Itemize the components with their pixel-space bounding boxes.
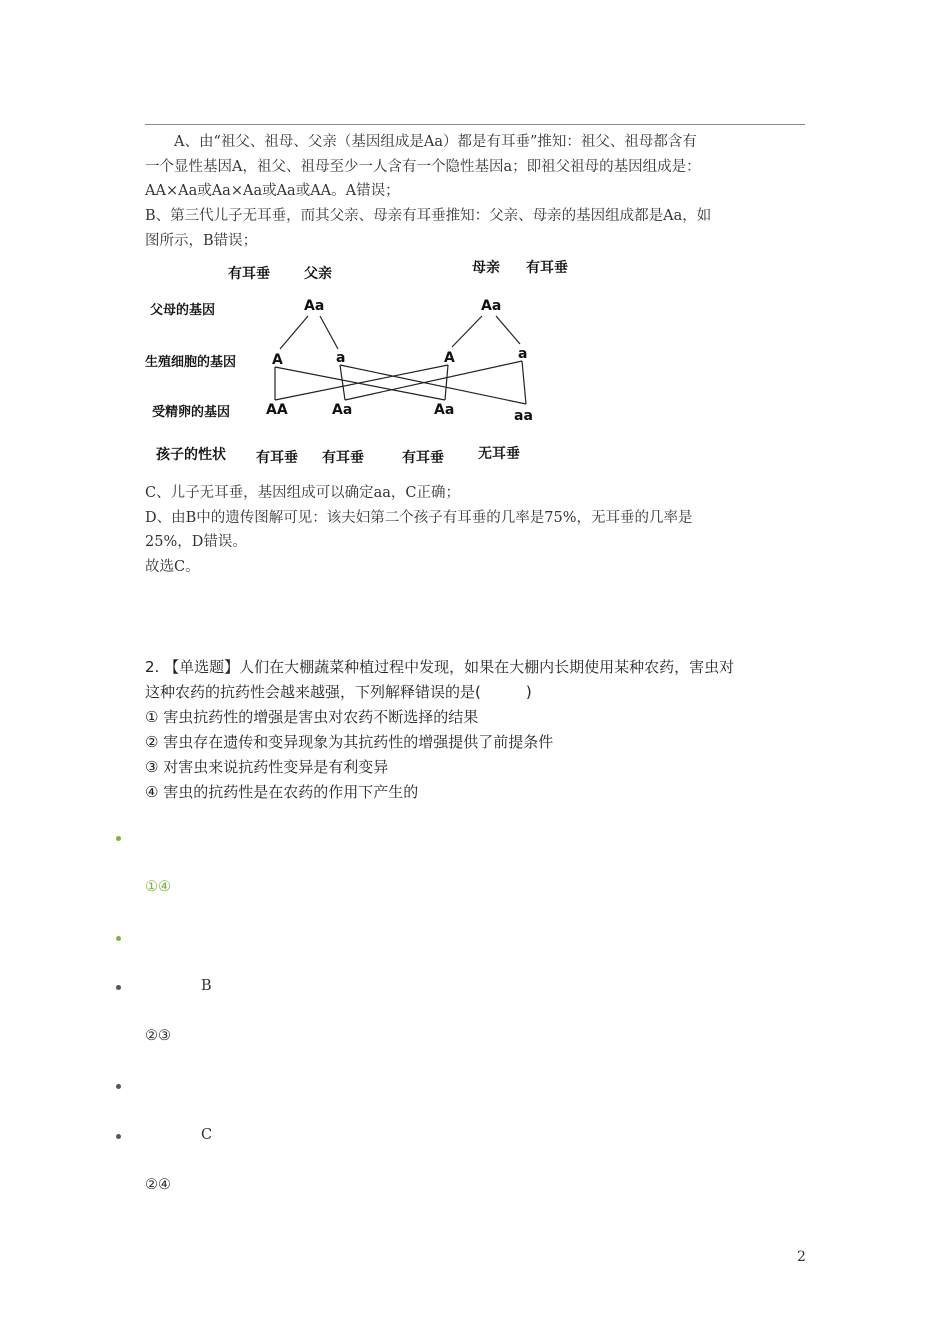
option-b-bullet bbox=[116, 985, 121, 990]
question-item-3: ③ 对害虫来说抗药性变异是有利变异 bbox=[145, 758, 389, 776]
cross-line bbox=[452, 316, 482, 347]
row-label-child-trait: 孩子的性状 bbox=[156, 447, 226, 463]
option-b-letter: B bbox=[201, 978, 212, 994]
cross-line bbox=[445, 365, 448, 400]
option-a-bullet bbox=[116, 836, 121, 841]
row-label-germ-cells: 生殖细胞的基因 bbox=[145, 355, 237, 370]
analysis-a-line2: 一个显性基因A，祖父、祖母至少一人含有一个隐性基因a；即祖父祖母的基因组成是： bbox=[145, 159, 701, 175]
option-bullet bbox=[116, 936, 121, 941]
question-item-4: ④ 害虫的抗药性是在农药的作用下产生的 bbox=[145, 783, 419, 801]
child-trait-2: 有耳垂 bbox=[322, 450, 364, 466]
analysis-b-line2: 图所示，B错误； bbox=[145, 233, 258, 249]
question-item-1: ① 害虫抗药性的增强是害虫对农药不断选择的结果 bbox=[145, 708, 479, 726]
zygote-4: aa bbox=[514, 408, 533, 424]
analysis-d-line1: D、由B中的遗传图解可见：该夫妇第二个孩子有耳垂的几率是75%，无耳垂的几率是 bbox=[145, 510, 693, 526]
question-item-2: ② 害虫存在遗传和变异现象为其抗药性的增强提供了前提条件 bbox=[145, 733, 554, 751]
analysis-conclusion: 故选C。 bbox=[145, 559, 200, 575]
child-trait-4: 无耳垂 bbox=[478, 446, 520, 462]
row-label-zygote: 受精卵的基因 bbox=[152, 405, 231, 420]
option-c-letter: C bbox=[201, 1127, 213, 1143]
father-gamete-recessive: a bbox=[336, 350, 346, 366]
analysis-c-line: C、儿子无耳垂，基因组成可以确定aa，C正确； bbox=[145, 485, 460, 501]
father-genotype: Aa bbox=[304, 298, 325, 314]
analysis-b-line1: B、第三代儿子无耳垂，而其父亲、母亲有耳垂推知：父亲、母亲的基因组成都是Aa，如 bbox=[145, 208, 712, 224]
option-bullet bbox=[116, 1084, 121, 1089]
child-trait-3: 有耳垂 bbox=[402, 450, 444, 466]
option-c-bullet bbox=[116, 1134, 121, 1139]
question-line2: 这种农药的抗药性会越来越强，下列解释错误的是( ) bbox=[145, 683, 532, 701]
analysis-a-line1: A、由“祖父、祖母、父亲（基因组成是Aa）都是有耳垂”推知：祖父、祖母都含有 bbox=[174, 134, 697, 150]
cross-line bbox=[340, 365, 345, 400]
cross-line bbox=[522, 361, 526, 404]
cross-line bbox=[280, 316, 308, 349]
zygote-1: AA bbox=[266, 402, 288, 418]
genetic-cross-diagram bbox=[140, 252, 590, 472]
option-a-content[interactable]: ①④ bbox=[145, 879, 171, 895]
mother-gamete-dominant: A bbox=[444, 350, 455, 366]
zygote-3: Aa bbox=[434, 402, 455, 418]
header-rule bbox=[145, 124, 805, 125]
analysis-a-line3: AA×Aa或Aa×Aa或Aa或AA。A错误； bbox=[145, 183, 400, 199]
mother-label: 母亲 bbox=[472, 260, 500, 276]
father-gamete-dominant: A bbox=[272, 352, 283, 368]
mother-gamete-recessive: a bbox=[518, 346, 528, 362]
option-c-content[interactable]: ②④ bbox=[145, 1177, 171, 1193]
zygote-2: Aa bbox=[332, 402, 353, 418]
analysis-d-line2: 25%，D错误。 bbox=[145, 534, 247, 550]
row-label-parent-genes: 父母的基因 bbox=[150, 303, 216, 318]
mother-genotype: Aa bbox=[481, 298, 502, 314]
question-line1: 2. 【单选题】人们在大棚蔬菜种植过程中发现，如果在大棚内长期使用某种农药，害虫对 bbox=[145, 658, 735, 676]
option-b-content[interactable]: ②③ bbox=[145, 1028, 171, 1044]
page-number: 2 bbox=[797, 1249, 806, 1265]
father-label: 父亲 bbox=[304, 266, 332, 282]
father-trait: 有耳垂 bbox=[228, 266, 270, 282]
child-trait-1: 有耳垂 bbox=[256, 450, 298, 466]
cross-line bbox=[320, 316, 338, 349]
cross-line bbox=[496, 316, 520, 344]
mother-trait: 有耳垂 bbox=[526, 260, 568, 276]
